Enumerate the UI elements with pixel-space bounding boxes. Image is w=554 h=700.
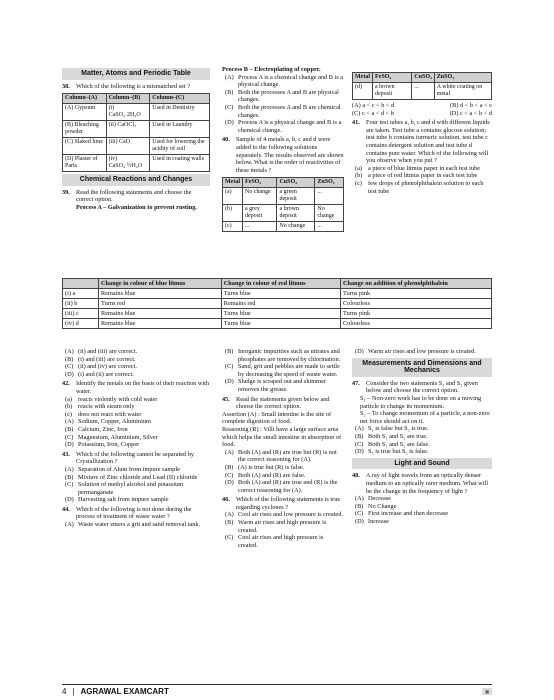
option-label: (B) xyxy=(65,355,74,363)
option-text: (i) and (iii) are correct. xyxy=(78,355,136,363)
option xyxy=(62,441,210,449)
option xyxy=(62,481,210,496)
table-cell: Turns blue xyxy=(221,289,340,299)
option xyxy=(222,449,344,464)
table-header: Metal xyxy=(353,73,373,83)
option-text: Both the processes A and B are chemical changes. xyxy=(238,103,341,119)
option xyxy=(62,474,210,482)
option xyxy=(62,496,210,504)
option: (D) c < a < b < d xyxy=(449,109,492,117)
table-cell: Used for lowering the acidity of soil xyxy=(150,138,210,155)
option-text: Separation of Alum from impure sample xyxy=(78,465,180,473)
question-text: Which of the following is not done during the process of treatment of waste water ? xyxy=(76,505,192,521)
table-cell: Used in Dentistry xyxy=(150,104,210,121)
option-text: Both (A) and (R) are true and (R) is the correct reasoning for (A). xyxy=(238,479,338,494)
option-label: (c) xyxy=(65,410,72,418)
table-header: ZnSO₄ xyxy=(434,73,491,83)
option: (A) a < c < b < d xyxy=(352,102,395,109)
question-48 xyxy=(352,472,492,495)
option xyxy=(352,441,492,449)
question-number: 38. xyxy=(62,82,70,90)
table-cell: (D) Plaster of Paris xyxy=(63,155,107,172)
statement-s2: S₂ – To change momentum of a particle, a non-zero net force should act on it. xyxy=(360,410,490,425)
option-label: (A) xyxy=(225,448,234,456)
table-cell: ... xyxy=(412,83,434,100)
option-label: (B) xyxy=(225,348,234,355)
option-text: Potassium, Iron, Copper xyxy=(78,441,140,449)
option-label: (B) xyxy=(225,519,234,527)
table-cell: (i) a xyxy=(63,289,99,299)
option-text: Cool air rises and high pressure is created. xyxy=(238,534,324,549)
table-cell: (iv) CaSO₄·½H₂O xyxy=(106,155,150,172)
option-text: reacts violently with cold water xyxy=(78,395,158,403)
table-cell: (i) CaSO₄·2H₂O xyxy=(106,104,150,121)
option xyxy=(222,74,344,89)
option xyxy=(352,348,492,356)
question-number: 39. xyxy=(62,188,70,196)
table-row xyxy=(63,138,210,155)
option-text: reacts with steam only xyxy=(78,403,135,411)
table-cell: A white coating on metal xyxy=(434,83,491,100)
option-label: (C) xyxy=(355,440,364,448)
table-cell: No change xyxy=(277,222,315,232)
section-heading: Chemical Reactions and Changes xyxy=(62,174,210,186)
question-text: Which of the following cannot be separated by Crystallization ? xyxy=(76,450,195,466)
stamp-icon: ▦ xyxy=(482,688,492,695)
option xyxy=(352,495,492,503)
option xyxy=(222,104,344,119)
table-header: Column–(B) xyxy=(106,94,150,104)
option xyxy=(352,172,492,180)
question-number: 47. xyxy=(352,379,360,387)
option-text: S₁ is true but S₂ is false. xyxy=(368,448,429,456)
option-label: (C) xyxy=(225,363,234,371)
question-40 xyxy=(222,136,344,174)
table-cell: a green deposit xyxy=(277,188,315,205)
option-label: (B) xyxy=(225,88,234,96)
table-row xyxy=(63,121,210,138)
question-number: 43. xyxy=(62,450,70,458)
question-number: 46. xyxy=(222,496,230,504)
option-text: Inorganic impurities such as nitrates and phosphates are removed by chlorination. xyxy=(238,348,341,363)
option-label: (B) xyxy=(355,432,364,440)
option xyxy=(62,371,210,379)
table-cell: (iv) d xyxy=(63,319,99,329)
table-row xyxy=(353,83,492,100)
option-label: (A) xyxy=(225,511,234,519)
table-cell: Used in Laundry xyxy=(150,121,210,138)
question-43 xyxy=(62,451,210,466)
option-text: Sludge is scraped out and skimmer removes the grease. xyxy=(238,378,326,393)
table-cell: Remains blue xyxy=(99,289,222,299)
question-text: Read the statements given below and choose the correct option. xyxy=(236,395,330,411)
table-header xyxy=(63,279,99,289)
question-number: 40. xyxy=(222,136,230,144)
option-row xyxy=(352,110,492,118)
table-cell: ... xyxy=(315,222,344,232)
option xyxy=(62,426,210,434)
option-text: Both (A) and (R) are false. xyxy=(238,471,306,479)
table-cell: Turns blue xyxy=(221,319,340,329)
litmus-table xyxy=(62,278,492,329)
option-label: (D) xyxy=(65,370,74,378)
option-label: (A) xyxy=(65,521,74,529)
table-cell: Remains blue xyxy=(99,319,222,329)
option xyxy=(62,418,210,426)
table-row xyxy=(63,309,492,319)
option-label: (D) xyxy=(225,479,234,487)
option xyxy=(222,378,344,393)
option-label: (b) xyxy=(355,172,363,180)
question-40-table-continued xyxy=(352,72,492,100)
table-header: Column–(A) xyxy=(63,94,107,104)
bottom-column-3 xyxy=(352,348,492,525)
option xyxy=(352,425,492,433)
option xyxy=(62,396,210,404)
bottom-column-2 xyxy=(222,348,344,549)
option-label: (A) xyxy=(355,425,364,433)
option-label: (D) xyxy=(225,119,234,127)
table-row xyxy=(63,289,492,299)
option-label: (A) xyxy=(355,495,364,503)
table-cell: Remains red xyxy=(221,299,340,309)
table-cell: (ii) b xyxy=(63,299,99,309)
column-1 xyxy=(62,66,210,212)
question-text: Consider the two statements S₁ and S₂ given below and choose the correct option. xyxy=(366,379,478,395)
question-number: 45. xyxy=(222,395,230,403)
option-text: few drops of phenolphthalein solution to each test tube xyxy=(368,179,484,195)
column-2 xyxy=(222,66,344,232)
table-cell: No change xyxy=(243,188,277,205)
option-label: (B) xyxy=(65,473,74,481)
option-label: (A) xyxy=(65,418,74,426)
question-text: A ray of light travels from an optically denser medium to an optically rarer medium. What will be the change in the frequency of light ? xyxy=(366,472,488,495)
table-header: Metal xyxy=(223,178,243,188)
table-row xyxy=(223,205,344,222)
table-cell: a grey deposit xyxy=(243,205,277,222)
option-text: Process A is a chemical change and B is a physical change. xyxy=(238,73,344,89)
assertion: Assertion (A) : Small intestine is the site of complete digestion of food. xyxy=(222,410,332,426)
option: (C) c < a < d < b xyxy=(352,109,394,117)
separator: | xyxy=(72,687,75,696)
option-label: (A) xyxy=(65,348,74,355)
option-text: First increase and then decrease xyxy=(368,510,449,518)
option-text: Cool air rises and low pressure is created. xyxy=(238,511,343,519)
option xyxy=(62,403,210,411)
question-number: 48. xyxy=(352,472,360,480)
option-text: Warm air rises and high pressure is created. xyxy=(238,519,327,534)
table-cell: a brown deposit xyxy=(277,205,315,222)
table-cell: Colourless xyxy=(340,319,491,329)
option-row xyxy=(352,102,492,110)
table-cell: (b) xyxy=(223,205,243,222)
option-label: (D) xyxy=(355,517,364,525)
option xyxy=(222,89,344,104)
option-text: (i) and (ii) are correct. xyxy=(78,370,134,378)
option xyxy=(352,518,492,526)
page-number: 4 xyxy=(62,687,67,696)
question-40-table xyxy=(222,177,344,232)
option-label: (D) xyxy=(65,496,74,504)
option xyxy=(222,363,344,378)
table-cell: No change xyxy=(315,205,344,222)
table-row xyxy=(63,299,492,309)
table-row xyxy=(63,319,492,329)
question-text: Four test tubes a, b, c and d with different liquids are taken. Test tube a contains glucose solution; test tube b contains turmeric solution, test tube c contains detergent solution and test tube d contains pure water. Which of the following will you observe when you put ? xyxy=(366,119,490,165)
option xyxy=(352,165,492,173)
question-text: Which of the following is a mismatched set ? xyxy=(76,82,191,90)
option-label: (C) xyxy=(65,433,74,441)
process-a: Process A – Galvanization to prevent rusting. xyxy=(76,203,197,211)
option-label: (C) xyxy=(355,510,364,518)
option-label: (D) xyxy=(65,441,74,449)
section-heading: Measurements and Dimensions and Mechanics xyxy=(352,358,492,377)
option-text: a piece of blue litmus paper in each test tube xyxy=(368,164,481,172)
section-heading: Matter, Atoms and Periodic Table xyxy=(62,68,210,80)
option-label: (D) xyxy=(355,448,364,456)
option-text: Waste water enters a grit and sand removal tank. xyxy=(78,521,201,529)
table-cell: (A) Gypsum xyxy=(63,104,107,121)
table-header: Change in colour of blue litmus xyxy=(99,279,222,289)
option-text: Magnesium, Aluminium, Silver xyxy=(78,433,158,441)
table-cell: (c) xyxy=(223,222,243,232)
table-cell: ... xyxy=(315,188,344,205)
option-text: (ii) and (iii) are correct. xyxy=(78,348,138,355)
option-text: does not react with water xyxy=(78,410,142,418)
option-text: Increase xyxy=(368,517,389,525)
question-text: Sample of 4 metals a, b, c and d were added to the following solutions separately. The results observed are shown below. What is the order of reactivities of these metals ? xyxy=(236,136,344,174)
option-text: Both S₁ and S₂ are false. xyxy=(368,440,430,448)
question-41 xyxy=(352,119,492,165)
option-label: (b) xyxy=(65,403,73,411)
option xyxy=(222,464,344,472)
option xyxy=(62,363,210,371)
table-cell: (a) xyxy=(223,188,243,205)
page-footer xyxy=(62,684,492,696)
question-number: 41. xyxy=(352,119,360,127)
table-cell: ... xyxy=(243,222,277,232)
option-text: No Change xyxy=(368,502,397,510)
option xyxy=(352,448,492,456)
table-row xyxy=(223,188,344,205)
option xyxy=(62,348,210,356)
option-label: (B) xyxy=(65,425,74,433)
option-text: Sand, grit and pebbles are made to settle by decreasing the speed of waste water. xyxy=(238,363,340,378)
option-label: (a) xyxy=(355,164,362,172)
question-39 xyxy=(62,189,210,204)
table-cell: (B) Bleaching powder xyxy=(63,121,107,138)
option xyxy=(62,521,210,529)
option xyxy=(222,534,344,549)
question-44 xyxy=(62,506,210,521)
option xyxy=(62,434,210,442)
option-text: Mixture of Zinc chloride and Lead (II) chloride xyxy=(78,473,198,481)
column-3 xyxy=(352,72,492,195)
reasoning: Reasoning (R) : Villi have a large surface area which helps the small intestine in absorption of food. xyxy=(222,425,342,449)
option-text: Solution of methyl alcohol and potassium permanganate xyxy=(78,481,184,496)
table-cell: a brown deposit xyxy=(373,83,412,100)
option-text: Calcium, Zinc, Iron xyxy=(78,425,128,433)
section-heading: Light and Sound xyxy=(352,458,492,470)
table-row xyxy=(63,155,210,172)
option-label: (C) xyxy=(225,103,234,111)
question-38 xyxy=(62,83,210,91)
table-cell: (ii) CaOCl₂ xyxy=(106,121,150,138)
option xyxy=(62,411,210,419)
question-number: 44. xyxy=(62,505,70,513)
question-text: Identify the metals on the basis of their reaction with water. xyxy=(76,380,210,395)
option-label: (C) xyxy=(225,534,234,542)
option-label: (B) xyxy=(355,502,364,510)
table-header: FeSO₄ xyxy=(243,178,277,188)
option-text: a piece of red litmus paper in each test tube xyxy=(368,172,478,180)
question-47 xyxy=(352,380,492,395)
table-header: FeSO₄ xyxy=(373,73,412,83)
question-text: Which of the following statements is true regarding cyclones ? xyxy=(236,496,341,511)
table-header: Change on addition of phenolphthalein xyxy=(340,279,491,289)
process-b: Process B – Electroplating of copper. xyxy=(222,66,321,73)
option xyxy=(352,433,492,441)
option-text: Both (A) and (R) are true but (R) is not the correct reasoning for (A). xyxy=(238,448,337,464)
question-number: 42. xyxy=(62,380,70,388)
option-text: (A) is true but (R) is false. xyxy=(238,463,305,471)
table-cell: (iii) c xyxy=(63,309,99,319)
option-label: (D) xyxy=(355,348,364,355)
option xyxy=(222,519,344,534)
table-cell: Turns pink xyxy=(340,309,491,319)
table-cell: (iii) CaO xyxy=(106,138,150,155)
option xyxy=(352,503,492,511)
table-header: CuSO₄ xyxy=(412,73,434,83)
table-cell: (d) xyxy=(353,83,373,100)
option-label: (D) xyxy=(225,378,234,386)
question-42 xyxy=(62,380,210,395)
option-text: S₁ is false but S₂ is true. xyxy=(368,425,429,433)
brand-logo: AGRAWAL EXAMCART xyxy=(80,687,169,696)
option xyxy=(62,466,210,474)
option-text: Decrease xyxy=(368,495,392,503)
option-text: Warm air rises and low pressure is created. xyxy=(368,348,476,355)
option xyxy=(222,472,344,480)
option-label: (c) xyxy=(355,179,362,187)
option xyxy=(62,356,210,364)
table-cell: Used in coating walls xyxy=(150,155,210,172)
option: (B) d < b < a < c xyxy=(450,102,492,109)
question-46 xyxy=(222,496,344,511)
option-text: Sodium, Copper, Aluminium xyxy=(78,418,151,426)
table-row xyxy=(223,222,344,232)
option-label: (a) xyxy=(65,395,72,403)
option-label: (A) xyxy=(65,465,74,473)
question-text: Read the following statements and choose the correct option. xyxy=(76,188,192,204)
option-text: Harvesting salt from impure sample xyxy=(78,496,169,504)
option-text: (ii) and (iv) are correct. xyxy=(78,363,137,371)
option xyxy=(222,511,344,519)
option-label: (C) xyxy=(225,471,234,479)
table-cell: Turns red xyxy=(99,299,222,309)
table-cell: Remains blue xyxy=(99,309,222,319)
option xyxy=(222,348,344,363)
table-header: Column–(C) xyxy=(150,94,210,104)
question-45 xyxy=(222,396,344,411)
option-label: (B) xyxy=(225,463,234,471)
question-38-table xyxy=(62,93,210,172)
table-cell: Turns blue xyxy=(221,309,340,319)
option xyxy=(222,119,344,134)
table-header: CuSO₄ xyxy=(277,178,315,188)
bottom-column-1 xyxy=(62,348,210,529)
option xyxy=(222,479,344,494)
option-text: Process A is a physical change and B is a chemical change. xyxy=(238,119,342,134)
table-cell: Turns pink xyxy=(340,289,491,299)
table-cell: Colourless xyxy=(340,299,491,309)
table-cell: (C) Slaked lime xyxy=(63,138,107,155)
table-row xyxy=(63,104,210,121)
option xyxy=(352,180,492,195)
statement-s1: S₁ – Non-zero work has to be done on a moving particle to change its momentum. xyxy=(360,394,482,410)
option xyxy=(352,510,492,518)
table-header: ZnSO₄ xyxy=(315,178,344,188)
option-text: Both S₁ and S₂ are true. xyxy=(368,432,428,440)
table-header: Change in colour of red litmus xyxy=(221,279,340,289)
option-text: Both the processes A and B are physical changes. xyxy=(238,88,339,104)
option-label: (C) xyxy=(65,363,74,371)
option-label: (A) xyxy=(225,73,234,81)
option-label: (C) xyxy=(65,481,74,489)
